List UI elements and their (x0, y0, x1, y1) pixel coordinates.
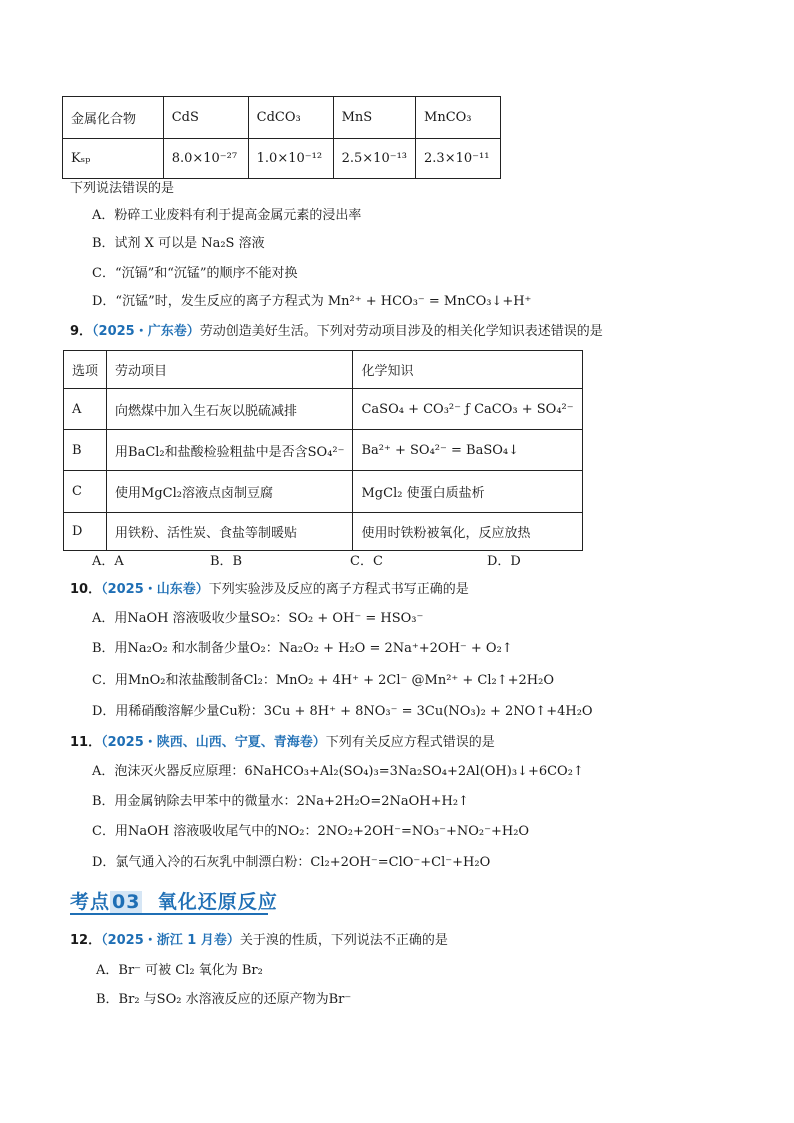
q9-choice-c: C．C (350, 554, 383, 569)
q12-number: 12． (70, 933, 102, 948)
labor-row-option: D (64, 513, 107, 551)
q11-stem: 下列有关反应方程式错误的是 (325, 735, 495, 750)
q10-option-a: A．用NaOH 溶液吸收少量SO₂：SO₂ + OH⁻ = HSO₃⁻ (92, 611, 424, 626)
q10-number: 10． (70, 582, 102, 597)
labor-row-option: C (64, 471, 107, 513)
q10-question (70, 581, 469, 599)
labor-row-knowledge: 使用时铁粉被氧化，反应放热 (353, 513, 582, 551)
section-number: 03 (112, 891, 141, 913)
labor-header-knowledge: 化学知识 (353, 351, 582, 389)
labor-row-knowledge: MgCl₂ 使蛋白质盐析 (353, 471, 582, 513)
labor-row-project: 用BaCl₂和盐酸检验粗盐中是否含SO₄²⁻ (107, 430, 353, 471)
ksp-value-cell: 2.5×10⁻¹³ (333, 139, 415, 179)
q9-choice-d: D．D (487, 554, 521, 569)
q9-choice-b: B．B (210, 554, 243, 569)
q8-option-d: D．“沉锰”时，发生反应的离子方程式为 Mn²⁺ + HCO₃⁻ = MnCO₃↓+H⁺ (92, 294, 532, 309)
labor-header-project: 劳动项目 (107, 351, 353, 389)
labor-row-knowledge: Ba²⁺ + SO₄²⁻ = BaSO₄↓ (353, 430, 582, 471)
q11-question (70, 734, 495, 752)
labor-row-option: A (64, 389, 107, 430)
section-prefix: 考点 (70, 891, 111, 913)
q8-stem: 下列说法错误的是 (70, 181, 175, 196)
q8-option-b: B．试剂 X 可以是 Na₂S 溶液 (92, 236, 265, 251)
q9-source: （2025・广东卷） (92, 324, 200, 339)
q11-option-a: A．泡沫灭火器反应原理：6NaHCO₃+Al₂(SO₄)₃=3Na₂SO₄+2Al(OH)₃↓+6CO₂↑ (92, 764, 584, 779)
q10-option-c: C．用MnO₂和浓盐酸制备Cl₂：MnO₂ + 4H⁺ + 2Cl⁻ @Mn²⁺ + Cl₂↑+2H₂O (92, 673, 555, 688)
q10-option-d: D．用稀硝酸溶解少量Cu粉：3Cu + 8H⁺ + 8NO₃⁻ = 3Cu(NO₃)₂ + 2NO↑+4H₂O (92, 704, 593, 719)
q12-question (70, 932, 448, 950)
ksp-header-cell: CdCO₃ (248, 97, 333, 139)
labor-row-project: 用铁粉、活性炭、食盐等制暖贴 (107, 513, 353, 551)
ksp-value-cell: 8.0×10⁻²⁷ (163, 139, 248, 179)
ksp-row-label: Kₛₚ (63, 139, 164, 179)
q8-option-c: C．“沉镉”和“沉锰”的顺序不能对换 (92, 266, 298, 281)
q11-option-d: D．氯气通入冷的石灰乳中制漂白粉：Cl₂+2OH⁻=ClO⁻+Cl⁻+H₂O (92, 855, 491, 870)
ksp-header-cell: 金属化合物 (63, 97, 164, 139)
ksp-value-cell: 2.3×10⁻¹¹ (416, 139, 501, 179)
q10-source: （2025・山东卷） (101, 582, 209, 597)
ksp-header-cell: MnS (333, 97, 415, 139)
section-heading (70, 887, 278, 914)
q12-option-b: B．Br₂ 与SO₂ 水溶液反应的还原产物为Br⁻ (96, 992, 352, 1007)
q11-source: （2025・陕西、山西、宁夏、青海卷） (101, 735, 326, 750)
q10-option-b: B．用Na₂O₂ 和水制备少量O₂：Na₂O₂ + H₂O = 2Na⁺+2OH⁻ + O₂↑ (92, 641, 513, 656)
labor-row-project: 使用MgCl₂溶液点卤制豆腐 (107, 471, 353, 513)
q8-option-a: A．粉碎工业废料有利于提高金属元素的浸出率 (92, 208, 362, 223)
q11-option-b: B．用金属钠除去甲苯中的微量水：2Na+2H₂O=2NaOH+H₂↑ (92, 794, 469, 809)
q9-stem: 劳动创造美好生活。下列对劳动项目涉及的相关化学知识表述错误的是 (199, 324, 603, 339)
q9-number: 9． (70, 324, 93, 339)
q12-stem: 关于溴的性质，下列说法不正确的是 (239, 933, 448, 948)
labor-row-project: 向燃煤中加入生石灰以脱硫减排 (107, 389, 353, 430)
ksp-header-cell: CdS (163, 97, 248, 139)
q9-choice-a: A．A (92, 554, 124, 569)
labor-header-option: 选项 (64, 351, 107, 389)
labor-row-option: B (64, 430, 107, 471)
section-title: 氧化还原反应 (157, 891, 278, 913)
q12-source: （2025・浙江 1 月卷） (101, 933, 240, 948)
q12-option-a: A．Br⁻ 可被 Cl₂ 氧化为 Br₂ (96, 963, 263, 978)
q11-number: 11． (70, 735, 102, 750)
labor-table (63, 350, 583, 551)
labor-row-knowledge: CaSO₄ + CO₃²⁻ ƒ CaCO₃ + SO₄²⁻ (353, 389, 582, 430)
section-underline (70, 913, 268, 915)
ksp-value-cell: 1.0×10⁻¹² (248, 139, 333, 179)
q10-stem: 下列实验涉及反应的离子方程式书写正确的是 (208, 582, 469, 597)
q11-option-c: C．用NaOH 溶液吸收尾气中的NO₂：2NO₂+2OH⁻=NO₃⁻+NO₂⁻+H₂O (92, 824, 530, 839)
q9-question (70, 323, 603, 341)
ksp-header-cell: MnCO₃ (416, 97, 501, 139)
ksp-table (62, 96, 501, 179)
